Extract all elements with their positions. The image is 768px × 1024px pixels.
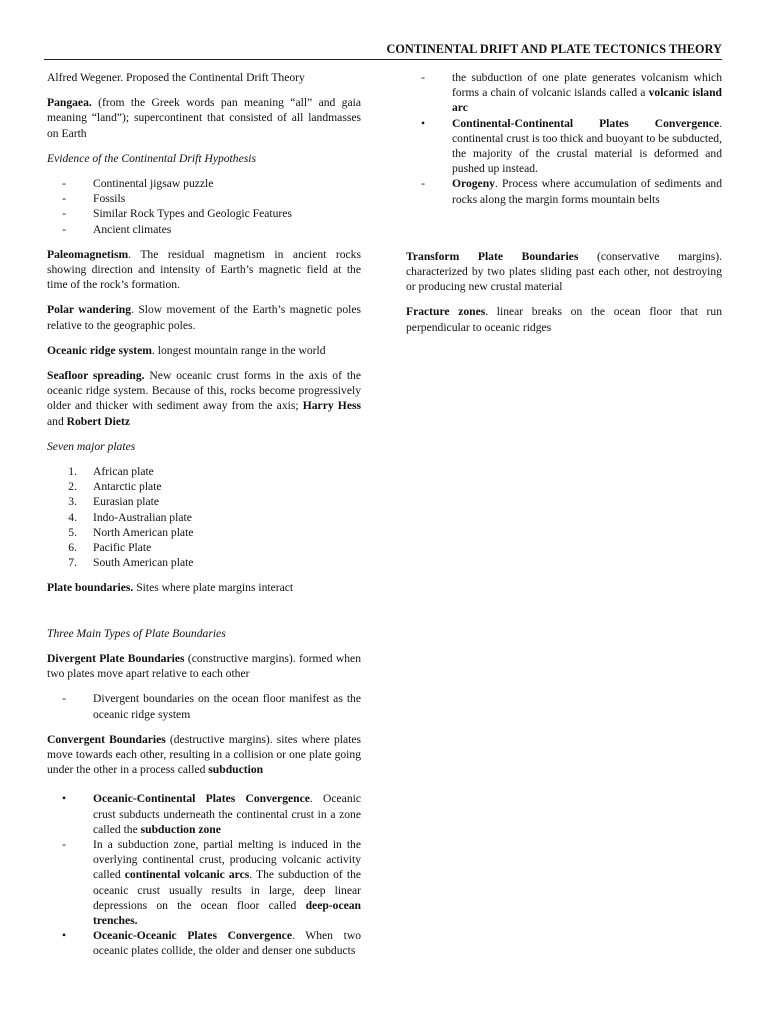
list-item: - In a subduction zone, partial melting is induced in the overlying continental crust, producing volcanic activity called continental volcanic arcs. The subduction of the oceanic crust usually results in large, deep linear depressions on the ocean floor called deep-ocean trenches. xyxy=(62,837,362,927)
convergence-list xyxy=(47,791,361,958)
list-item: 5. North American plate xyxy=(68,525,194,539)
pangaea-term: Pangaea. xyxy=(47,96,92,110)
divergent-paragraph: Divergent Plate Boundaries (constructive margins). formed when two plates move apart relative to each other xyxy=(47,651,361,681)
convergence-list-continued xyxy=(406,70,722,207)
list-item: - Continental jigsaw puzzle xyxy=(62,177,214,191)
list-item: - the subduction of one plate generates volcanism which forms a chain of volcanic islands called a volcanic island arc xyxy=(421,71,722,115)
plates-heading: Seven major plates xyxy=(47,439,136,453)
left-column xyxy=(47,70,361,969)
list-item: 7. South American plate xyxy=(68,556,194,570)
paleomagnetism-paragraph: Paleomagnetism. The residual magnetism in ancient rocks showing direction and intensity of Earth’s magnetic field at the time of the rock’s formation. xyxy=(47,247,361,292)
pangaea-paragraph: Pangaea. (from the Greek words pan meaning “all” and gaia meaning “land”); supercontinent that consisted of all landmasses on Earth xyxy=(47,96,361,140)
ridge-paragraph: Oceanic ridge system. longest mountain range in the world xyxy=(47,343,326,357)
page-header: CONTINENTAL DRIFT AND PLATE TECTONICS THEORY xyxy=(44,42,722,60)
list-item: - Similar Rock Types and Geologic Features xyxy=(62,207,292,221)
list-item: • Oceanic-Continental Plates Convergence. Oceanic crust subducts underneath the continental crust in a zone called the subduction zone xyxy=(61,792,361,836)
seafloor-paragraph: Seafloor spreading. New oceanic crust forms in the axis of the oceanic ridge system. Because of this, rocks become progressively older and thicker with sediment away from the axis; Harry Hess and Robert Dietz xyxy=(47,369,362,428)
list-item: 6. Pacific Plate xyxy=(68,541,152,555)
list-item: - Fossils xyxy=(62,192,126,206)
polar-wandering-paragraph: Polar wandering. Slow movement of the Earth’s magnetic poles relative to the geographic poles. xyxy=(47,303,362,332)
list-item: • Oceanic-Oceanic Plates Convergence. When two oceanic plates collide, the older and denser one subducts xyxy=(61,929,361,958)
list-item: - Divergent boundaries on the ocean floor manifest as the oceanic ridge system xyxy=(62,692,361,721)
list-item: - Ancient climates xyxy=(62,222,172,236)
evidence-heading: Evidence of the Continental Drift Hypothesis xyxy=(47,151,256,165)
list-item: - Orogeny. Process where accumulation of sediments and rocks along the margin forms mountain belts xyxy=(421,177,722,206)
list-item: 2. Antarctic plate xyxy=(68,480,162,494)
right-column xyxy=(406,70,722,345)
list-item: • Continental-Continental Plates Convergence. continental crust is too thick and buoyant to be subducted, the majority of the crustal material is deformed and pushed up instead. xyxy=(420,116,722,176)
convergent-paragraph: Convergent Boundaries (destructive margins). sites where plates move towards each other, resulting in a collision or one plate going under the other in a process called subduction xyxy=(47,732,361,777)
types-heading: Three Main Types of Plate Boundaries xyxy=(47,626,226,640)
fracture-paragraph: Fracture zones. linear breaks on the ocean floor that run perpendicular to oceanic ridges xyxy=(406,305,722,334)
list-item: 3. Eurasian plate xyxy=(68,495,159,509)
plate-boundaries-paragraph: Plate boundaries. Sites where plate margins interact xyxy=(47,581,294,595)
divergent-notes xyxy=(47,691,361,721)
intro-paragraph: Alfred Wegener. Proposed the Continental Drift Theory xyxy=(47,71,305,84)
list-item: 1. African plate xyxy=(68,465,154,479)
list-item: 4. Indo-Australian plate xyxy=(68,510,192,524)
plates-list xyxy=(47,464,361,570)
evidence-list xyxy=(47,176,361,237)
transform-paragraph: Transform Plate Boundaries (conservative margins). characterized by two plates sliding past each other, not destroying or producing new crustal material xyxy=(406,249,722,294)
